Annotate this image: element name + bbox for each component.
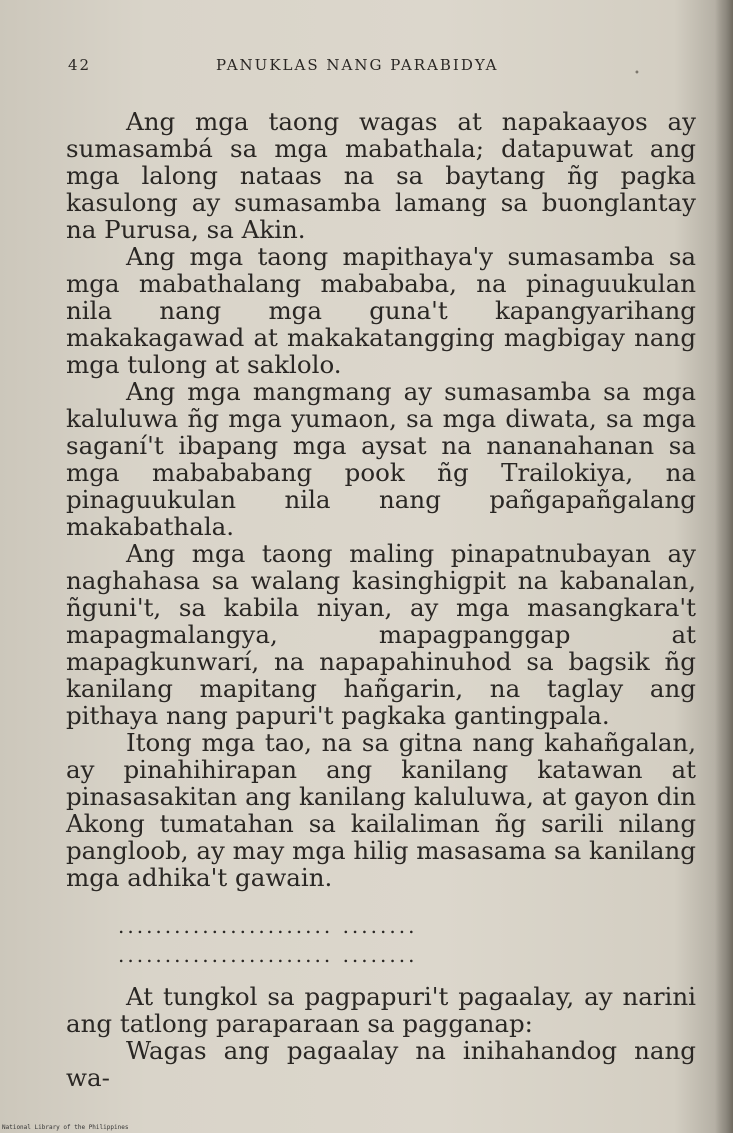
running-title: PANUKLAS NANG PARABIDYA — [216, 56, 499, 74]
page-header — [68, 56, 708, 80]
page-number: 42 — [68, 56, 92, 74]
library-credit: National Library of the Philippines — [2, 1124, 129, 1131]
paragraph: Ang mga taong mapithaya'y sumasamba sa mga mabathalang mabababa, na pinaguukulan nila nang mga guna't kapangyarihang makakagawad at makakatangging magbigay nang mga tulong at saklolo. — [66, 242, 696, 379]
body-text — [66, 108, 696, 1091]
ellipsis-line: ....................... ........ — [118, 914, 418, 938]
paragraph: Ang mga taong wagas at napakaayos ay sumasambá sa mga mabathala; datapuwat ang mga lalong nataas na sa baytang ñg pagka kasulong ay sumasamba lamang sa buonglantay na Purusa, sa Akin. — [66, 107, 696, 244]
ink-speck: • — [634, 68, 642, 79]
paragraph: Ang mga mangmang ay sumasamba sa mga kaluluwa ñg mga yumaon, sa mga diwata, sa mga saganí't ibapang mga aysat na nananahanan sa mga mabababang pook ñg Trailokiya, na pinaguukulan nila nang pañgapañgalang makabathala. — [66, 377, 696, 541]
paragraph: Itong mga tao, na sa gitna nang kahañgalan, ay pinahihirapan ang kanilang katawan at pinasasakitan ang kanilang kaluluwa, at gayon din Akong tumatahan sa kailaliman ñg sarili nilang pangloob, ay may mga hilig masasama sa kanilang mga adhika't gawain. — [66, 728, 696, 892]
page-edge-shadow — [715, 0, 733, 1133]
paragraph: Ang mga taong maling pinapatnubayan ay naghahasa sa walang kasinghigpit na kabanalan, ñguni't, sa kabila niyan, ay mga masangkara't mapagmalangya, mapagpanggap at mapagkunwarí, na napapahinuhod sa bagsik ñg kanilang mapitang hañgarin, na taglay ang pithaya nang papuri't pagkaka gantingpala. — [66, 539, 696, 730]
paragraph: At tungkol sa pagpapuri't pagaalay, ay narini ang tatlong paraparaan sa pagganap: — [66, 982, 696, 1038]
ellipsis-line: ....................... ........ — [118, 943, 418, 967]
paragraph: Wagas ang pagaalay na inihahandog nang wa- — [66, 1036, 696, 1092]
